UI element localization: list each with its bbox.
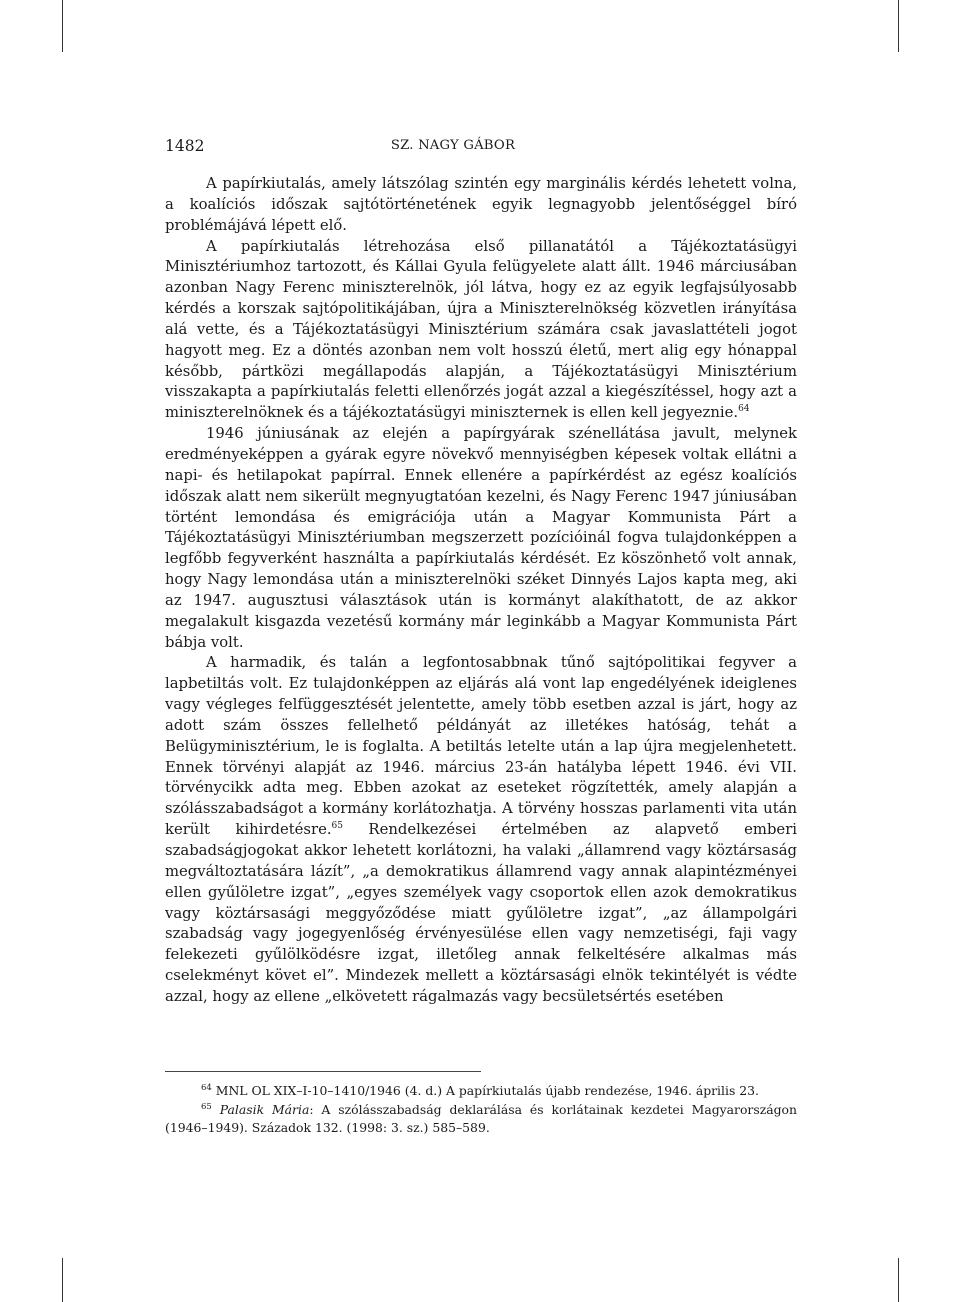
paragraph-1	[165, 174, 797, 237]
crop-mark-top-left	[62, 0, 63, 52]
crop-mark-bottom-right	[898, 1258, 899, 1302]
body-text	[165, 174, 797, 1008]
footnote-author: Palasik Mária	[219, 1101, 310, 1117]
footnote-ref-65[interactable]: 65	[331, 821, 343, 832]
footnotes	[165, 1082, 797, 1138]
paragraph-4	[165, 653, 797, 1007]
paragraph-text: A papírkiutalás létrehozása első pillanatától a Tájékoztatásügyi Minisztériumhoz tartozott, és Kállai Gyula felügyelete alatt állt. 1946 márciusában azonban Nagy Ferenc miniszterelnök, jól látva, hogy ez az egyik legfajsúlyosabb kérdés a korszak sajtópolitikájában, újra a Miniszterelnökség közvetlen irányítása alá vette, és a Tájékoztatásügyi Minisztérium számára csak javaslattételi jogot hagyott meg. Ez a döntés azonban nem volt hosszú életű, mert alig egy hónappal később, pártközi megállapodás alapján, a Tájékoztatásügyi Minisztérium visszakapta a papírkiutalás feletti ellenőrzés jogát azzal a kiegészítéssel, hogy azt a miniszterelnöknek és a tájékoztatásügyi miniszternek is ellen kell jegyeznie.	[165, 237, 797, 422]
paragraph-2	[165, 237, 797, 425]
running-head: SZ. NAGY GÁBOR	[390, 138, 516, 153]
crop-mark-top-right	[898, 0, 899, 52]
paragraph-text: A papírkiutalás, amely látszólag szintén egy marginális kérdés lehetett volna, a koalíciós időszak sajtótörténetének egyik legnagyobb jelentőséggel bíró problémájává lépett elő.	[165, 175, 797, 234]
footnote-text: : A szólásszabadság deklarálása és korlátainak kezdetei Magyarországon (1946–1949). Századok 132. (1998: 3. sz.) 585–589.	[165, 1101, 797, 1136]
footnote-separator	[165, 1071, 481, 1072]
crop-mark-bottom-left	[62, 1258, 63, 1302]
footnote-number: 65	[201, 1101, 212, 1112]
paragraph-text: A harmadik, és talán a legfontosabbnak tűnő sajtópolitikai fegyver a lapbetiltás volt. Ez tulajdonképpen az eljárás alá vont lap engedélyének ideiglenes vagy végleges felfüggesztését jelentette, amely több esetben azzal is járt, hogy az adott szám összes fellelhető példányát az illetékes hatóság, tehát a Belügyminisztérium, le is foglalta. A betiltás letelte után a lap újra megjelenhetett. Ennek törvényi alapját az 1946. március 23-án hatályba lépett 1946. évi VII. törvénycikk adta meg. Ebben azokat az eseteket rögzítették, amely alapján a szólásszabadságot a kormány korlátozhatja. A törvény hosszas parlamenti vita után került kihirdetésre.	[165, 654, 797, 839]
paragraph-text: 1946 júniusának az elején a papírgyárak szénellátása javult, melynek eredményeképpen a gyárak egyre növekvő mennyiségben képesek voltak ellátni a napi- és hetilapokat papírral. Ennek ellenére a papírkérdést az egész koalíciós időszak alatt nem sikerült megnyugtatóan kezelni, és Nagy Ferenc 1947 júniusában történt lemondása és emigrációja után a Magyar Kommunista Párt a Tájékoztatásügyi Minisztériumban megszerzett pozícióinál fogva tulajdonképpen a legfőbb fegyverként használta a papírkiutalás kérdését. Ez köszönhető volt annak, hogy Nagy lemondása után a miniszterelnöki széket Dinnyés Lajos kapta meg, aki az 1947. augusztusi választások után is kormányt alakíthatott, de az akkor megalakult kisgazda vezetésű kormány már leginkább a Magyar Kommunista Párt bábja volt.	[165, 425, 797, 651]
footnote-text: MNL OL XIX–I-10–1410/1946 (4. d.) A papírkiutalás újabb rendezése, 1946. április 23.	[211, 1083, 759, 1098]
page-header	[165, 137, 797, 159]
footnote-64	[165, 1082, 797, 1101]
page-number: 1482	[165, 137, 205, 155]
paragraph-text-continued: Rendelkezései értelmében az alapvető emberi szabadságjogokat akkor lehetett korlátozni, ha valaki „államrend vagy köztársaság megváltoztatására lázít”, „a demokratikus államrend vagy annak alapintézményei ellen gyűlöletre izgat”, „egyes személyek vagy csoportok ellen azok demokratikus vagy köztársasági meggyőződése miatt gyűlöletre izgat”, „az állampolgári szabadság vagy jogegyenlőség érvényesülése ellen vagy nemzetiségi, faji vagy felekezeti gyűlölködésre izgat, illetőleg annak felkeltésére alkalmas más cselekményt követ el”. Mindezek mellett a köztársasági elnök tekintélyét is védte azzal, hogy az ellene „elkövetett rágalmazás vagy becsületsértés esetében	[165, 821, 797, 1005]
paragraph-3	[165, 424, 797, 653]
footnote-65	[165, 1101, 797, 1138]
footnote-ref-64[interactable]: 64	[738, 404, 750, 415]
footnote-number: 64	[201, 1083, 212, 1093]
